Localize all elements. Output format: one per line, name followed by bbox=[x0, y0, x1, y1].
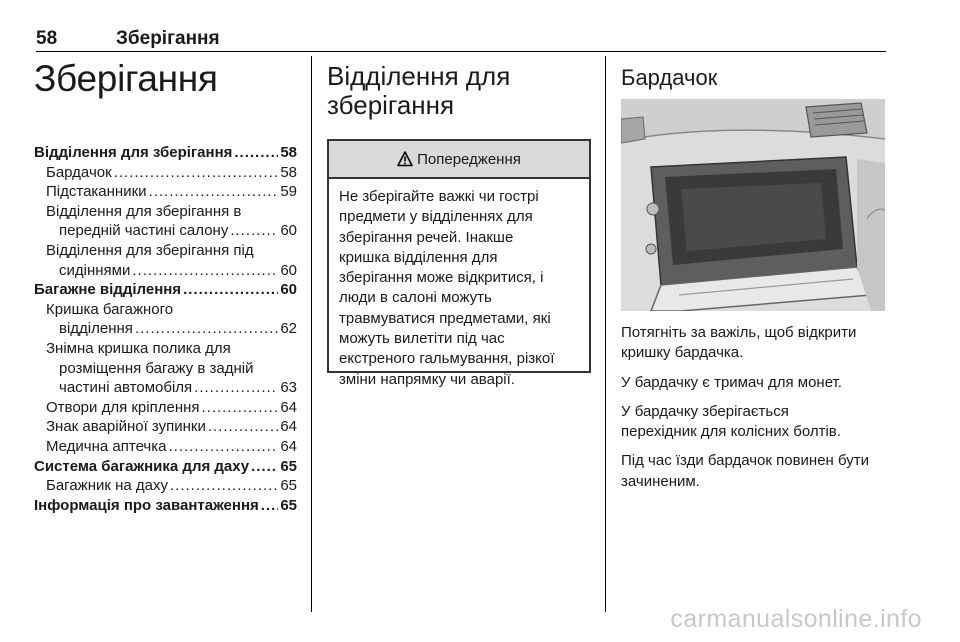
column-divider-left bbox=[311, 56, 312, 612]
glovebox-illustration bbox=[621, 99, 885, 311]
column-divider-right bbox=[605, 56, 606, 612]
toc-entry[interactable]: Підстаканники ..... 59 bbox=[34, 182, 297, 202]
warning-icon bbox=[397, 151, 413, 167]
toc-entry-line[interactable]: Знімна кришка полика для bbox=[46, 339, 231, 357]
warning-box bbox=[327, 139, 591, 388]
toc-entry-line[interactable]: розміщення багажу в задній bbox=[59, 359, 254, 377]
toc-entry-line[interactable]: Відділення для зберігання в bbox=[46, 202, 242, 220]
glovebox-body bbox=[621, 323, 889, 501]
warning-header bbox=[329, 141, 589, 179]
chapter-title: Зберігання bbox=[34, 58, 218, 99]
page-header bbox=[36, 26, 886, 52]
toc-entry[interactable]: Інформація про завантаження ..... 65 bbox=[34, 496, 297, 516]
toc-entry[interactable]: сидіннями ..... 60 bbox=[34, 261, 297, 281]
toc-entry[interactable]: Бардачок ..... 58 bbox=[34, 163, 297, 183]
toc-entry[interactable]: Відділення для зберігання ..... 58 bbox=[34, 143, 297, 163]
glovebox-drawing bbox=[621, 99, 885, 311]
table-of-contents bbox=[34, 143, 297, 515]
running-title: Зберігання bbox=[116, 28, 220, 49]
toc-entry[interactable]: Знак аварійної зупинки ..... 64 bbox=[34, 417, 297, 437]
paragraph: Під час їзди бардачок повинен бути зачиненим. bbox=[621, 452, 870, 490]
toc-entry-line[interactable]: Кришка багажного bbox=[46, 300, 174, 318]
toc-entry-line[interactable]: Відділення для зберігання під bbox=[46, 241, 254, 259]
toc-entry[interactable]: передній частині салону ..... 60 bbox=[34, 221, 297, 241]
warning-heading: Попередження bbox=[417, 150, 521, 168]
toc-entry[interactable]: відділення ..... 62 bbox=[34, 319, 297, 339]
toc-entry[interactable]: Система багажника для даху ..... 65 bbox=[34, 457, 297, 477]
toc-entry[interactable]: Отвори для кріплення ..... 64 bbox=[34, 398, 297, 418]
paragraph: Потягніть за важіль, щоб відкрити кришку бардачка. bbox=[621, 324, 857, 362]
toc-entry[interactable]: частині автомобіля ..... 63 bbox=[34, 378, 297, 398]
paragraph: У бардачку зберігається перехідник для колісних болтів. bbox=[621, 402, 841, 441]
watermark: carmanualsonline.info bbox=[670, 605, 922, 633]
toc-entry[interactable]: Багажне відділення ..... 60 bbox=[34, 280, 297, 300]
page-number: 58 bbox=[36, 28, 58, 49]
toc-entry[interactable]: Багажник на даху ..... 65 bbox=[34, 476, 297, 496]
warning-text: Не зберігайте важкі чи гострі предмети у відділеннях для зберігання речей. Інакше кришка відділення для зберігання може відкритися, і люди в салоні можуть травмуватися предметами, які можуть вилетіти під час екстреного гальмування, різкої зміни напрямку чи аварії. bbox=[339, 188, 555, 388]
paragraph: У бардачку є тримач для монет. bbox=[621, 373, 842, 391]
section-title: Відділення для зберігання bbox=[327, 61, 511, 120]
glovebox-title: Бардачок bbox=[621, 65, 718, 90]
toc-entry[interactable]: Медична аптечка ..... 64 bbox=[34, 437, 297, 457]
